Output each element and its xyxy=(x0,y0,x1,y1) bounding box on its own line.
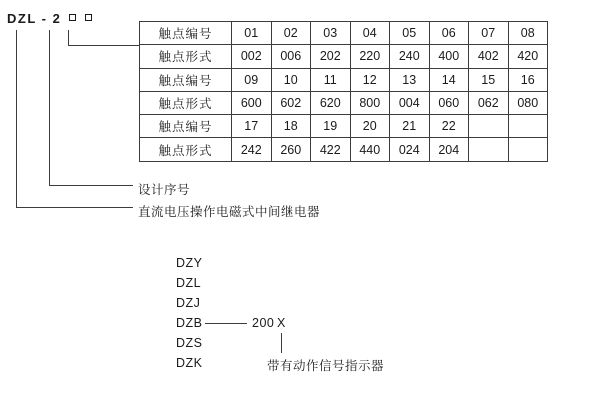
code-cell: 440 xyxy=(350,138,390,161)
row-header-cell: 触点形式 xyxy=(140,138,232,161)
model-placeholder-box-1 xyxy=(69,14,76,21)
code-cell: 402 xyxy=(469,45,509,68)
code-cell: 19 xyxy=(311,115,351,138)
table-row xyxy=(140,45,548,68)
code-cell xyxy=(469,115,509,138)
code-cell: 16 xyxy=(508,68,548,91)
code-cell: 080 xyxy=(508,91,548,114)
connector-dzb-horizontal xyxy=(205,323,247,324)
contact-table-body xyxy=(140,22,548,162)
model-prefix-item: DZL xyxy=(176,276,202,290)
code-cell: 002 xyxy=(232,45,272,68)
table-row xyxy=(140,115,548,138)
code-cell: 09 xyxy=(232,68,272,91)
code-cell: 21 xyxy=(390,115,430,138)
connector-boxes-to-table-horizontal xyxy=(68,45,139,46)
model-prefix-item: DZK xyxy=(176,356,203,370)
code-cell: 602 xyxy=(271,91,311,114)
connector-design-serial-horizontal xyxy=(49,185,133,186)
model-prefix-list xyxy=(176,253,203,373)
code-cell: 204 xyxy=(429,138,469,161)
code-cell: 14 xyxy=(429,68,469,91)
model-designation xyxy=(7,11,92,26)
design-serial-label: 设计序号 xyxy=(138,183,191,197)
model-prefix-item: DZS xyxy=(176,336,203,350)
code-cell: 242 xyxy=(232,138,272,161)
code-cell: 202 xyxy=(311,45,351,68)
x-suffix-note: 带有动作信号指示器 xyxy=(267,359,385,373)
code-cell: 062 xyxy=(469,91,509,114)
code-cell: 260 xyxy=(271,138,311,161)
table-row xyxy=(140,22,548,45)
code-cell: 03 xyxy=(311,22,351,45)
code-cell: 10 xyxy=(271,68,311,91)
code-cell xyxy=(469,138,509,161)
code-cell: 800 xyxy=(350,91,390,114)
code-cell: 006 xyxy=(271,45,311,68)
connector-boxes-to-table-vertical xyxy=(68,30,69,45)
table-row xyxy=(140,68,548,91)
code-cell: 220 xyxy=(350,45,390,68)
code-cell: 06 xyxy=(429,22,469,45)
row-header-cell: 触点形式 xyxy=(140,91,232,114)
row-header-cell: 触点编号 xyxy=(140,115,232,138)
row-header-cell: 触点形式 xyxy=(140,45,232,68)
relay-description-label: 直流电压操作电磁式中间继电器 xyxy=(138,205,321,219)
connector-design-serial-vertical xyxy=(49,30,50,185)
code-cell: 600 xyxy=(232,91,272,114)
code-cell: 620 xyxy=(311,91,351,114)
code-cell: 420 xyxy=(508,45,548,68)
contact-code-table xyxy=(139,21,548,162)
code-cell: 02 xyxy=(271,22,311,45)
connector-relay-desc-vertical xyxy=(16,30,17,207)
table-row xyxy=(140,91,548,114)
model-prefix-item: DZJ xyxy=(176,296,201,310)
code-cell: 08 xyxy=(508,22,548,45)
code-cell: 20 xyxy=(350,115,390,138)
row-header-cell: 触点编号 xyxy=(140,22,232,45)
connector-relay-desc-horizontal xyxy=(16,207,133,208)
model-prefix-item: DZY xyxy=(176,256,203,270)
code-cell: 12 xyxy=(350,68,390,91)
dzb-series-value: 200 xyxy=(252,316,275,330)
code-cell xyxy=(508,138,548,161)
code-cell: 024 xyxy=(390,138,430,161)
dzb-series-x: X xyxy=(277,316,286,330)
code-cell: 13 xyxy=(390,68,430,91)
code-cell: 240 xyxy=(390,45,430,68)
code-cell: 07 xyxy=(469,22,509,45)
code-cell: 01 xyxy=(232,22,272,45)
code-cell: 04 xyxy=(350,22,390,45)
code-cell: 18 xyxy=(271,115,311,138)
model-prefix-item: DZB xyxy=(176,316,203,330)
code-cell: 11 xyxy=(311,68,351,91)
code-cell: 004 xyxy=(390,91,430,114)
table-row xyxy=(140,138,548,161)
code-cell: 22 xyxy=(429,115,469,138)
code-cell: 05 xyxy=(390,22,430,45)
connector-x-note-vertical xyxy=(281,333,282,353)
code-cell: 422 xyxy=(311,138,351,161)
code-cell xyxy=(508,115,548,138)
code-cell: 060 xyxy=(429,91,469,114)
model-placeholder-box-2 xyxy=(85,14,92,21)
code-cell: 400 xyxy=(429,45,469,68)
row-header-cell: 触点编号 xyxy=(140,68,232,91)
code-cell: 17 xyxy=(232,115,272,138)
model-prefix-text: DZL - 2 xyxy=(7,11,62,26)
code-cell: 15 xyxy=(469,68,509,91)
